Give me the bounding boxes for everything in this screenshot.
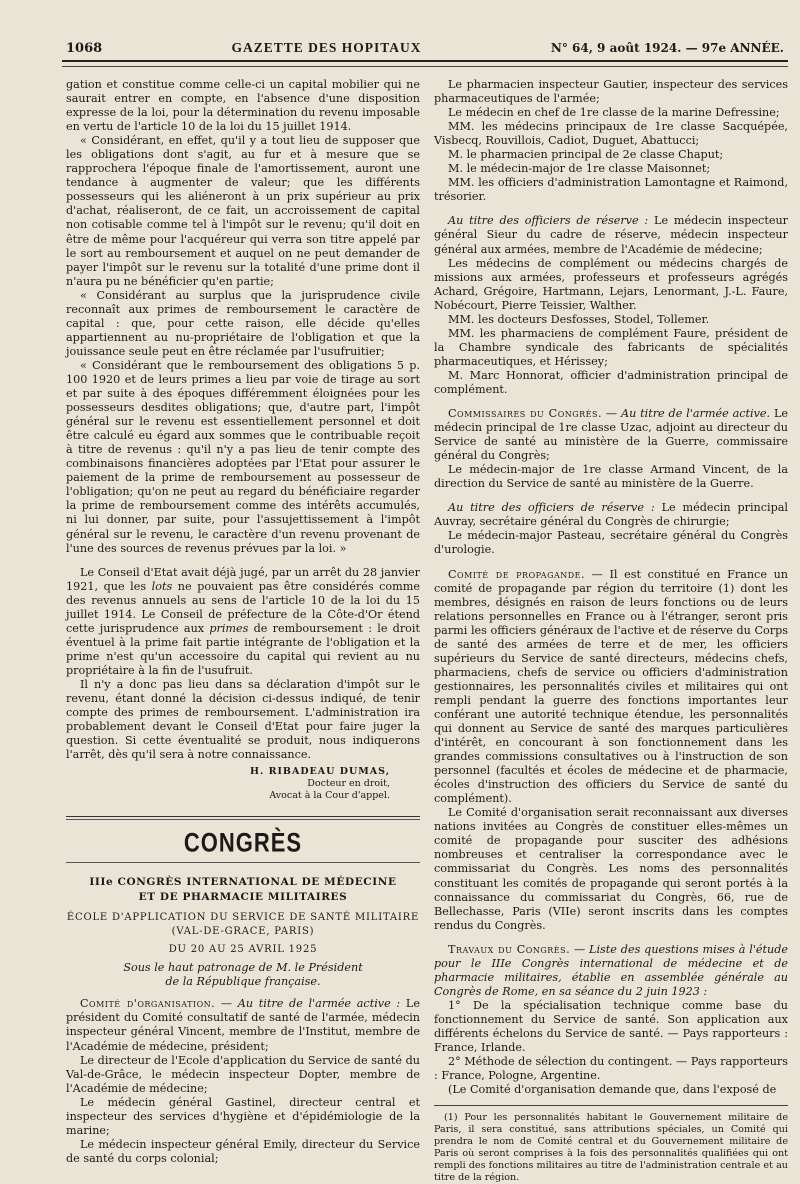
author-name: H. RIBADEAU DUMAS, <box>249 766 390 778</box>
paragraph: « Considérant au surplus que la jurisprudence civile reconnaît aux primes de remboursement le caractère de capital : que, pour cette raison, elle décide qu'elles appartiennent au nu-propriétaire de l'obligation et que la jouissance seule peut en être réclamée par l'usufruitier; <box>66 288 420 358</box>
paragraph: MM. les officiers d'administration Lamontagne et Raimond, trésorier. <box>434 176 788 204</box>
paragraph: gation et constitue comme celle-ci un capital mobilier qui ne saurait entrer en compte, en l'absence d'une disposition expresse de la loi, pour la détermination du revenu imposable en vertu de l'article 10 de la loi du 15 juillet 1914. <box>66 78 420 134</box>
paragraph: Le médecin général Gastinel, directeur central et inspecteur des services d'hygiène et d'épidémiologie de la marine; <box>66 1095 420 1137</box>
section-rule <box>66 816 420 817</box>
paragraph: Le médecin-major Pasteau, secrétaire général du Congrès d'urologie. <box>434 529 788 557</box>
header-rule <box>62 60 788 62</box>
paragraph: Le médecin en chef de 1re classe de la marine Defressine; <box>448 106 780 120</box>
congress-title: IIIe CONGRÈS INTERNATIONAL DE MÉDECINE <box>89 876 397 889</box>
paragraph: Le Comité d'organisation serait reconnaissant aux diverses nations invitées au Congrès de constituer elles-mêmes un comité de propagande pour susciter des adhésions nombreuses et centraliser la correspondance avec le commissariat du Congrès. Les noms des personnalités constituant les comités de propagande qui seront portés à la connaissance du commissariat du Congrès, 66, rue de Bellechasse, Paris (VIIe) seront inscrits dans les comptes rendus du Congrès. <box>434 806 788 932</box>
paragraph: Il n'y a donc pas lieu dans sa déclaration d'impôt sur le revenu, étant donné la décision ci-dessus indiqué, de tenir compte des primes de remboursement. L'administration ira probablement devant le Conseil d'Etat pour faire juger la question. Si cette éventualité se produit, nous indiquerons l'arrêt, dès qu'il sera à notre connaissance. <box>66 677 420 762</box>
paragraph: Au titre des officiers de réserve : Le médecin principal Auvray, secrétaire général du Congrès de chirurgie; <box>434 501 789 529</box>
paragraph: « Considérant, en effet, qu'il y a tout lieu de supposer que les obligations dont s'agit, au fur et à mesure que se rapprochera l'époque finale de l'amortissement, auront une tendance à augmenter de valeur; que les différents possesseurs qui les aliéneront à un prix supérieur au prix d'achat, réaliseront, de ce fait, un accroissement de capital non cotisable comme tel à l'impôt sur le revenu; qu'il doit en être de même pour l'acquéreur qui verra son titre appelé par le sort au remboursement et auquel on ne peut demander de payer l'impôt sur le revenu sur la totalité d'une prime dont il n'aura pu ne bénéficier qu'en partie; <box>66 134 420 288</box>
paragraph: Comité de propagande. — Il est constitué en France un comité de propagande par région du territoire (1) dont les membres, désignés en raison de leurs fonctions ou de leurs relations personnelles en France ou à l'étranger, seront pris parmi les officiers généraux de l'active et de réserve du Corps de santé des armées de terre et de mer, les officiers supérieurs du Service de santé directeurs, médecins chefs, pharmaciens, chefs de service ou officiers d'administration gestionnaires, les personnalités civiles et militaires qui ont rempli pendant la guerre des fonctions importantes leur conférant une autorité technique étendue, les personnalités qui donnent au Service de santé des marques particulières d'intérêt, en concourant à son fonctionnement dans les grandes commissions consultatives ou à l'instruction de son personnel (facultés et écoles de médecine et de pharmacie, écoles d'instruction des officiers du Service de santé du complément). <box>434 567 788 806</box>
congress-dates: DU 20 AU 25 AVRIL 1925 <box>168 944 318 956</box>
page-header <box>66 38 784 58</box>
right-column <box>434 78 789 1184</box>
paragraph: Le médecin inspecteur général Emily, directeur du Service de santé du corps colonial; <box>66 1137 420 1165</box>
paragraph: MM. les médecins principaux de 1re classe Sacquépée, Visbecq, Rouvillois, Cadiot, Duguet, Abattucci; <box>434 120 788 148</box>
paragraph: M. le pharmacien principal de 2e classe Chaput; <box>448 148 724 162</box>
page-number: 1068 <box>66 40 103 56</box>
congress-patronage: Sous le haut patronage de M. le Président <box>123 961 363 975</box>
congress-location: (VAL-DE-GRACE, PARIS) <box>171 926 315 938</box>
paragraph: « Considérant que le remboursement des obligations 5 p. 100 1920 et de leurs primes a lieu par voie de tirage au sort et par suite à des époques différemment éloignées pour les possesseurs desdites obligations; que, d'autre part, l'impôt général sur le revenu est essentiellement personnel et doit être calculé eu égard aux sommes que le contribuable reçoit à titre de revenus : qu'il n'y a pas lieu de tenir compte des combinaisons financières adoptées par l'Etat pour assurer le paiement de la prime de remboursement au possesseur de l'obligation; qu'on ne peut au regard du bénéficiaire regarder la prime de remboursement comme des intérêts accumulés, ni lui donner, par suite, pour l'assujettissement à l'impôt général sur le revenu, le caractère d'un revenu provenant de l'une des sources de revenus prévues par la loi. » <box>66 358 420 555</box>
paragraph: MM. les pharmaciens de complément Faure, président de la Chambre syndicale des fabricants de spécialités pharmaceutiques, et Hérissey; <box>434 326 788 368</box>
paragraph: 2° Méthode de sélection du contingent. — Pays rapporteurs : France, Pologne, Argentine. <box>434 1055 788 1083</box>
footnote-text: (1) Pour les personnalités habitant le Gouvernement militaire de Paris, il sera constitué, sans attributions spéciales, un Comité qui prendra le nom de Comité central et du Gouvernement militaire de Paris où seront comprises à la fois des personnalités qualifiées qui ont rempli des fonctions militaires au titre de l'administration centrale et au titre de la région. <box>434 1112 788 1184</box>
section-rule-thin <box>66 819 420 820</box>
author-title: Docteur en droit, <box>307 778 390 790</box>
text-columns <box>66 78 789 1184</box>
paragraph: Comité d'organisation. — Au titre de l'armée active : Le président du Comité consultatif de santé de l'armée, médecin inspecteur général Vincent, membre de l'Institut, membre de l'Académie de médecine, président; <box>66 997 420 1053</box>
paragraph: Le pharmacien inspecteur Gautier, inspecteur des services pharmaceutiques de l'armée; <box>434 78 788 106</box>
issue-info: N° 64, 9 août 1924. — 97e ANNÉE. <box>550 41 784 55</box>
paragraph: Le médecin-major de 1re classe Armand Vincent, de la direction du Service de santé au ministère de la Guerre. <box>434 463 788 491</box>
paragraph: M. le médecin-major de 1re classe Maisonnet; <box>448 162 711 176</box>
paragraph: 1° De la spécialisation technique comme base du fonctionnement du Service de santé. Son application aux différents échelons du Service de santé. — Pays rapporteurs : France, Irlande. <box>434 998 788 1055</box>
paragraph: Le directeur de l'Ecole d'application du Service de santé du Val-de-Grâce, le médecin inspecteur Dopter, membre de l'Académie de médecine; <box>66 1053 420 1095</box>
congress-location: ÉCOLE D'APPLICATION DU SERVICE DE SANTÉ MILITAIRE <box>66 912 420 924</box>
footnote <box>434 1105 788 1184</box>
paragraph: (Le Comité d'organisation demande que, dans l'exposé de <box>448 1083 777 1097</box>
paragraph: Le Conseil d'Etat avait déjà jugé, par un arrêt du 28 janvier 1921, que les lots ne pouvaient pas être considérés comme des revenus annuels au sens de l'article 10 de la loi du 15 juillet 1914. Le Conseil de préfecture de la Côte-d'Or étend cette jurisprudence aux primes de remboursement : le droit éventuel à la prime fait partie intégrante de l'obligation et la prime n'est qu'un accessoire du capital qui revient au nu propriétaire à la fin de l'usufruit. <box>66 565 420 677</box>
paragraph: Commissaires du Congrès. — Au titre de l'armée active. Le médecin principal de 1re classe Uzac, adjoint au directeur du Service de santé au ministère de la Guerre, commissaire général du Congrès; <box>434 407 788 463</box>
left-column <box>66 78 420 1165</box>
paragraph: Au titre des officiers de réserve : Le médecin inspecteur général Sieur du cadre de réserve, médecin inspecteur général aux armées, membre de l'Académie de médecine; <box>434 214 788 256</box>
congress-patronage: de la République française. <box>165 975 321 989</box>
paragraph: Travaux du Congrès. — Liste des questions mises à l'étude pour le IIIe Congrès international de médecine et de pharmacie militaires, établie en assemblée générale au Congrès de Rome, en sa séance du 2 juin 1923 : <box>434 942 788 998</box>
header-rule-thin <box>62 66 788 67</box>
author-title: Avocat à la Cour d'appel. <box>269 790 390 802</box>
signature-block <box>66 766 420 802</box>
paragraph: Les médecins de complément ou médecins chargés de missions aux armées, professeurs et professeurs agrégés Achard, Grégoire, Hartmann, Lejars, Lenormant, J.-L. Faure, Nobécourt, Pierre Teissier, Walther. <box>434 256 788 312</box>
congress-title: ET DE PHARMACIE MILITAIRES <box>138 891 348 904</box>
section-title: CONGRÈS <box>183 827 303 858</box>
journal-title: GAZETTE DES HOPITAUX <box>231 40 422 55</box>
paragraph: MM. les docteurs Desfosses, Stodel, Tollemer. <box>448 312 710 326</box>
paragraph: M. Marc Honnorat, officier d'administration principal de complément. <box>434 368 788 396</box>
